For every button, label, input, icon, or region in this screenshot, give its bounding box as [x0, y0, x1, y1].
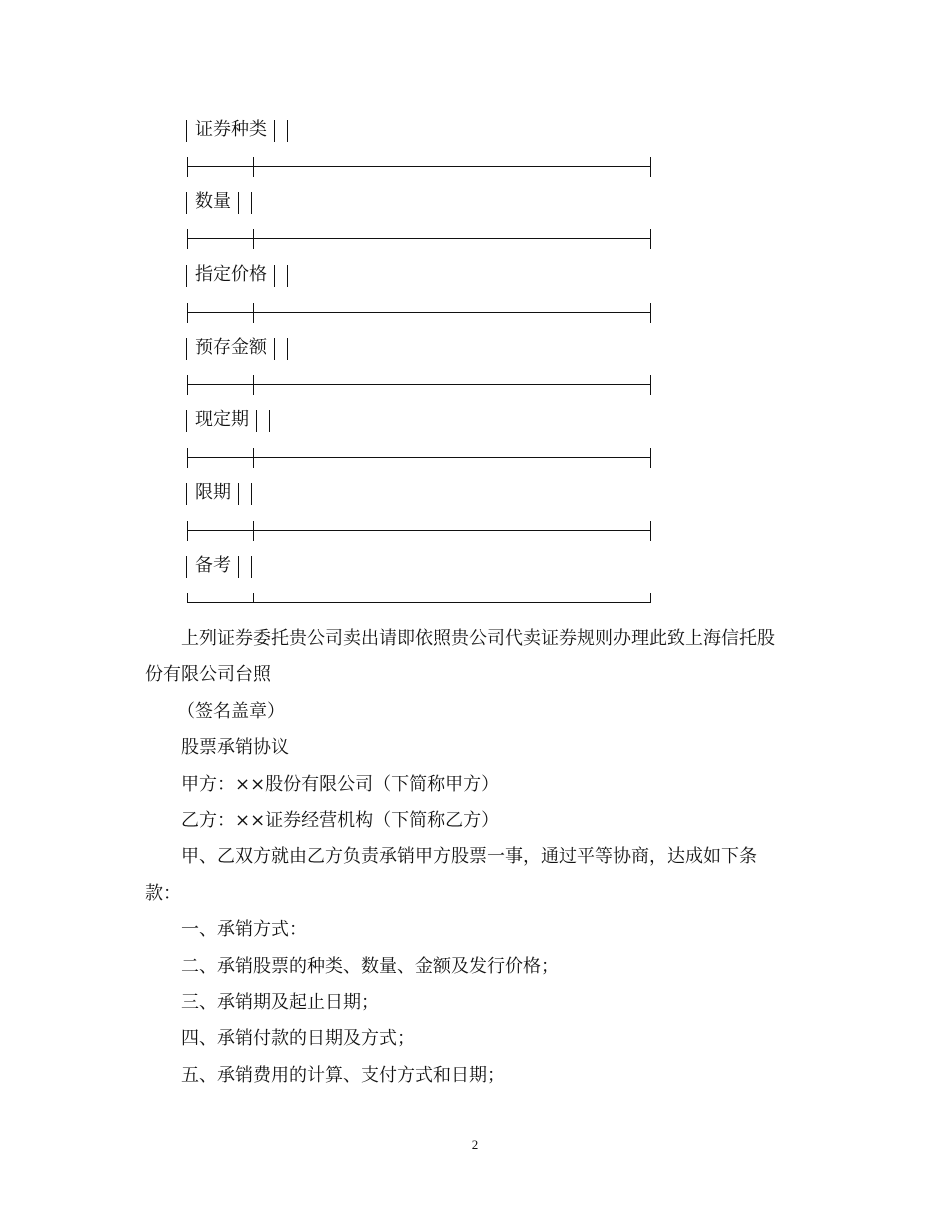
agreement-intro-line-1: 甲、乙双方就由乙方负责承销甲方股票一事，通过平等协商，达成如下条: [181, 846, 757, 867]
paragraph-entrust-line-1: 上列证券委托贵公司卖出请即依照贵公司代卖证券规则办理此致上海信托股: [181, 628, 775, 649]
table-rule-tick: [253, 303, 254, 323]
paragraph-entrust-line-2: 份有限公司台照: [145, 664, 271, 685]
table-rule: [187, 166, 650, 167]
table-rule-tick: [253, 593, 254, 603]
table-rule: [187, 238, 650, 239]
party-b-line: 乙方：××证券经营机构（下简称乙方）: [181, 810, 500, 831]
table-rule-tick: [650, 375, 651, 395]
cell-border: [256, 410, 257, 432]
clause-1: 一、承销方式：: [181, 919, 307, 940]
form-label: 限期: [195, 482, 231, 503]
table-rule-tick: [650, 229, 651, 249]
table-rule: [187, 457, 650, 458]
cell-border: [238, 192, 239, 214]
party-a-line: 甲方：××股份有限公司（下简称甲方）: [181, 774, 500, 795]
table-rule-tick: [187, 375, 188, 395]
cell-border: [274, 338, 275, 360]
form-label: 数量: [195, 191, 231, 212]
cell-border: [186, 556, 187, 578]
cell-border: [269, 410, 270, 432]
table-rule-tick: [187, 229, 188, 249]
clause-5: 五、承销费用的计算、支付方式和日期；: [181, 1065, 505, 1086]
table-rule-tick: [253, 229, 254, 249]
form-label: 备考: [195, 555, 231, 576]
table-rule-tick: [650, 448, 651, 468]
table-rule-tick: [187, 521, 188, 541]
cell-border: [238, 556, 239, 578]
cell-border: [186, 120, 187, 142]
table-rule: [187, 312, 650, 313]
table-rule-tick: [187, 157, 188, 177]
cell-border: [251, 192, 252, 214]
table-rule-tick: [187, 303, 188, 323]
agreement-intro-line-2: 款：: [145, 883, 181, 904]
cell-border: [251, 556, 252, 578]
page-number: 2: [471, 1137, 479, 1152]
clause-2: 二、承销股票的种类、数量、金额及发行价格；: [181, 956, 559, 977]
cell-border: [251, 483, 252, 505]
agreement-title: 股票承销协议: [181, 737, 289, 758]
table-rule-tick: [650, 157, 651, 177]
table-rule: [187, 384, 650, 385]
form-label: 证券种类: [195, 119, 267, 140]
cell-border: [287, 120, 288, 142]
cell-border: [287, 265, 288, 287]
cell-border: [186, 265, 187, 287]
cell-border: [186, 483, 187, 505]
table-rule-tick: [253, 521, 254, 541]
clause-4: 四、承销付款的日期及方式；: [181, 1028, 415, 1049]
table-rule-tick: [650, 593, 651, 603]
table-rule-tick: [253, 157, 254, 177]
signature-stamp-line: （签名盖章）: [177, 701, 285, 722]
table-rule-tick: [187, 593, 188, 603]
form-label: 现定期: [195, 409, 249, 430]
table-rule-tick: [253, 375, 254, 395]
cell-border: [274, 120, 275, 142]
cell-border: [186, 192, 187, 214]
table-rule-tick: [650, 521, 651, 541]
cell-border: [287, 338, 288, 360]
cell-border: [274, 265, 275, 287]
table-rule-tick: [650, 303, 651, 323]
table-bottom-rule: [187, 602, 650, 603]
form-label: 指定价格: [195, 264, 267, 285]
cell-border: [186, 410, 187, 432]
cell-border: [238, 483, 239, 505]
form-label: 预存金额: [195, 337, 267, 358]
cell-border: [186, 338, 187, 360]
table-rule-tick: [253, 448, 254, 468]
clause-3: 三、承销期及起止日期；: [181, 992, 379, 1013]
table-rule-tick: [187, 448, 188, 468]
table-rule: [187, 530, 650, 531]
